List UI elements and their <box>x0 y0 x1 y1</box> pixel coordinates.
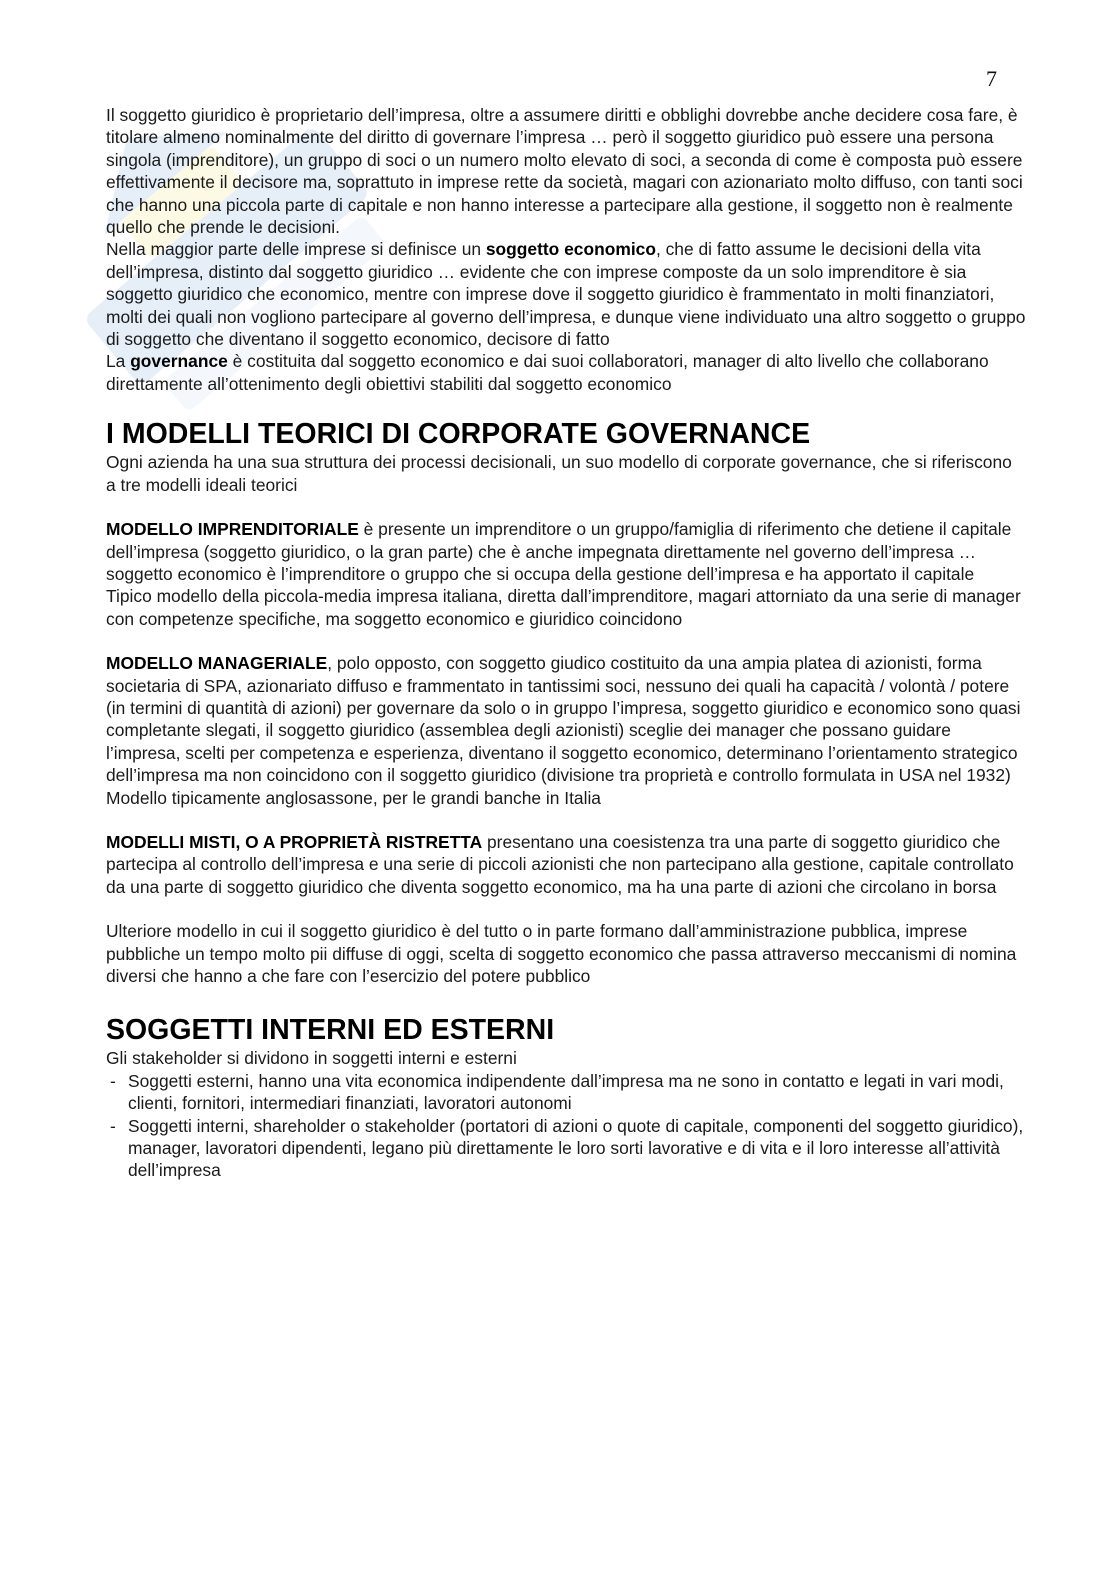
paragraph-modelli-misti: MODELLI MISTI, O A PROPRIETÀ RISTRETTA presentano una coesistenza tra una parte di soggetto giuridico che partecipa al controllo dell’impresa e una serie di piccoli azionisti che non partecipano alla gestione, capitale controllato da una parte di soggetto giuridico che diventa soggetto economico, ma ha una parte di azioni che circolano in borsa <box>106 831 1014 897</box>
paragraph-modello-imprenditoriale: MODELLO IMPRENDITORIALE è presente un imprenditore o un gruppo/famiglia di riferimento che detiene il capitale dell’impresa (soggetto giuridico, o la gran parte) che è anche impegnata direttamente nel governo dell’impresa … soggetto economico è l’imprenditore o gruppo che si occupa della gestione dell’impresa e ha apportato il capitale <box>106 519 1012 584</box>
paragraph-modello-manageriale: MODELLO MANAGERIALE, polo opposto, con soggetto giudico costituito da una ampia platea di azionisti, forma societaria di SPA, azionariato diffuso e frammentato in tantissimi soci, nessuno dei quali ha capacità / volontà / potere (in termini di quantità di azioni) per governare da solo o in gruppo l’impresa, soggetto giuridico e economico sono quasi completante slegati, il soggetto giuridico (assemblea degli azionisti) sceglie dei manager che possano guidare l’impresa, scelti per competenza e esperienza, diventano il soggetto economico, determinano l’orientamento strategico dell’impresa ma non coincidono con il soggetto giuridico (divisione tra proprietà e controllo formulata in USA nel 1932) <box>106 653 1021 786</box>
term-governance: governance <box>130 351 228 372</box>
paragraph-modelli-intro: Ogni azienda ha una sua struttura dei processi decisionali, un suo modello di corporate governance, che si riferiscono a tre modelli ideali teorici <box>106 452 1012 495</box>
list-item: - Soggetti interni, shareholder o stakeholder (portatori di azioni o quote di capitale, componenti del soggetto giuridico), manager, lavoratori dipendenti, legano più direttamente le loro sorti lavorative e di vita e il loro interesse all’attività dell’impresa <box>106 1115 1026 1182</box>
term-modelli-misti: MODELLI MISTI, O A PROPRIETÀ RISTRETTA <box>106 831 483 852</box>
paragraph-ulteriore-modello: Ulteriore modello in cui il soggetto giuridico è del tutto o in parte formano dall’amministrazione pubblica, imprese pubbliche un tempo molto pii diffuse di oggi, scelta di soggetto economico che passa attraverso meccanismi di nomina diversi che hanno a che fare con l’esercizio del potere pubblico <box>106 921 1017 986</box>
paragraph-soggetto-giuridico: Il soggetto giuridico è proprietario dell’impresa, oltre a assumere diritti e obblighi dovrebbe anche decidere cosa fare, è titolare almeno nominalmente del diritto di governare l’impresa … però il soggetto giuridico può essere una persona singola (imprenditore), un gruppo di soci o un numero molto elevato di soci, a seconda di come è composta può essere effettivamente il decisore ma, soprattuto in imprese rette da società, magari con azionariato molto diffuso, con tanti soci che hanno una piccola parte di capitale e non hanno interesse a partecipare alla gestione, il soggetto non è realmente quello che prende le decisioni. <box>106 105 1023 238</box>
paragraph-modello-imprenditoriale-extra: Tipico modello della piccola-media impresa italiana, diretta dall’imprenditore, magari attorniato da una serie di manager con competenze specifiche, ma soggetto economico e giuridico coincidono <box>106 586 1021 629</box>
page-number: 7 <box>986 66 997 91</box>
heading-soggetti-interni-esterni: SOGGETTI INTERNI ED ESTERNI <box>106 1014 555 1047</box>
paragraph-modello-manageriale-extra: Modello tipicamente anglosassone, per le grandi banche in Italia <box>106 787 601 808</box>
stakeholder-list <box>106 1070 1026 1182</box>
term-soggetto-economico: soggetto economico <box>485 239 656 260</box>
term-modello-imprenditoriale: MODELLO IMPRENDITORIALE <box>106 519 359 540</box>
document-body <box>106 104 1026 1182</box>
term-modello-manageriale: MODELLO MANAGERIALE <box>106 653 328 674</box>
list-item: - Soggetti esterni, hanno una vita economica indipendente dall’impresa ma ne sono in contatto e legati in vari modi, clienti, fornitori, intermediari finanziati, lavoratori autonomi <box>106 1070 1026 1115</box>
heading-modelli-teorici: I MODELLI TEORICI DI CORPORATE GOVERNANCE <box>106 418 811 451</box>
paragraph-governance: La governance è costituita dal soggetto economico e dai suoi collaboratori, manager di alto livello che collaborano direttamente all’ottenimento degli obiettivi stabiliti dal soggetto economico <box>106 351 989 394</box>
paragraph-soggetto-economico: Nella maggior parte delle imprese si definisce un soggetto economico, che di fatto assume le decisioni della vita dell’impresa, distinto dal soggetto giuridico … evidente che con imprese composte da un solo imprenditore è sia soggetto giuridico che economico, mentre con imprese dove il soggetto giuridico è frammentato in molti finanziatori, molti dei quali non vogliono partecipare al governo dell’impresa, e dunque viene individuato una altro soggetto o gruppo di soggetto che diventano il soggetto economico, decisore di fatto <box>106 239 1026 350</box>
paragraph-stakeholder-intro: Gli stakeholder si dividono in soggetti interni e esterni <box>106 1048 517 1069</box>
